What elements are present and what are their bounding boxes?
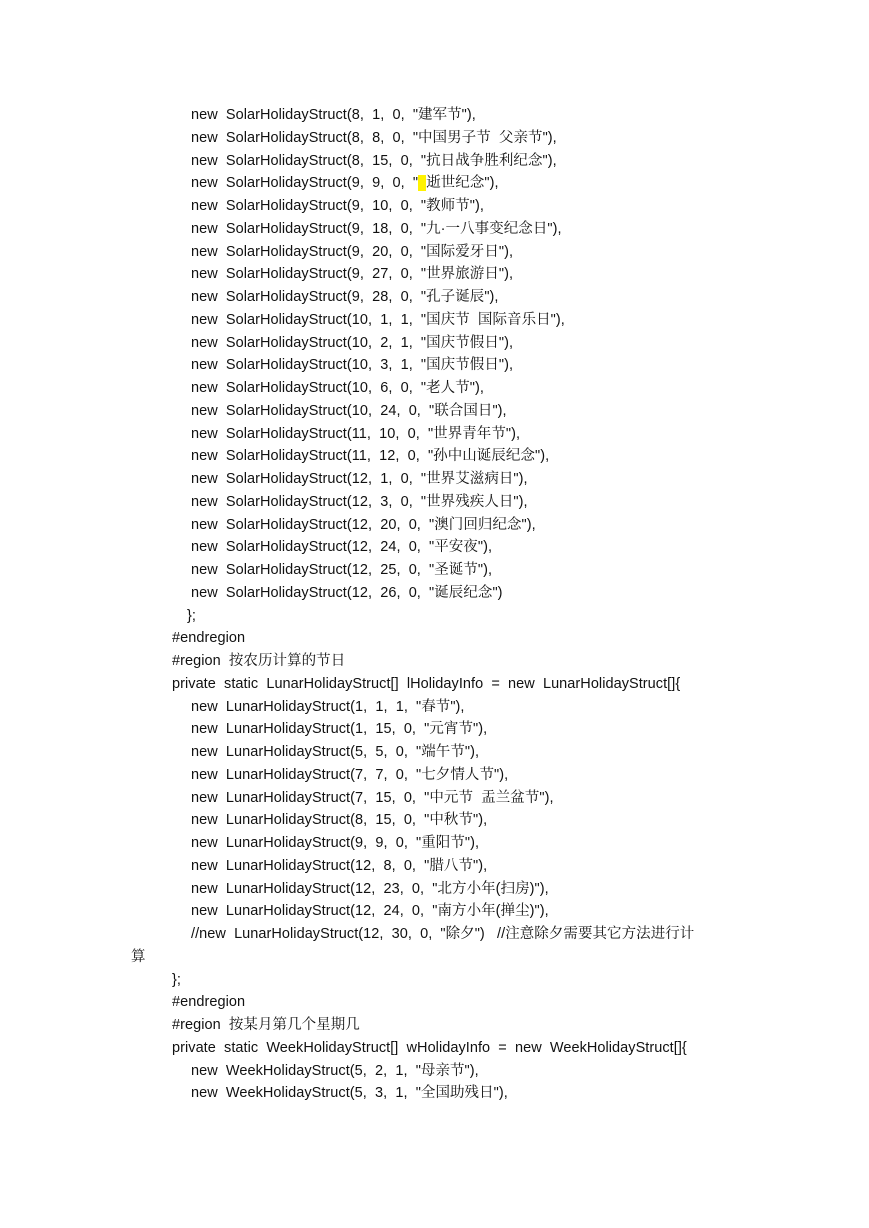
code-line xyxy=(191,334,513,352)
code-line xyxy=(172,675,680,693)
code-text: new LunarHolidayStruct(1, 1, 1, "春节"), xyxy=(191,699,465,715)
code-line xyxy=(172,971,181,989)
code-line xyxy=(191,402,507,420)
highlighted-text xyxy=(418,175,426,191)
code-text: new SolarHolidayStruct(12, 25, 0, "圣诞节"), xyxy=(191,562,493,578)
code-line xyxy=(191,220,562,238)
code-line xyxy=(191,379,484,397)
code-text: 算 xyxy=(131,949,146,965)
code-text: new SolarHolidayStruct(11, 12, 0, "孙中山诞辰纪念"), xyxy=(191,448,550,464)
code-line xyxy=(191,516,536,534)
code-line xyxy=(191,288,498,306)
code-text: #endregion xyxy=(172,994,246,1010)
code-line xyxy=(191,698,465,716)
code-line xyxy=(191,834,479,852)
code-text: new WeekHolidayStruct(5, 2, 1, "母亲节"), xyxy=(191,1063,479,1079)
code-line xyxy=(191,470,528,488)
code-text: new SolarHolidayStruct(8, 15, 0, "抗日战争胜利纪念"), xyxy=(191,153,557,169)
code-line xyxy=(191,880,549,898)
code-line xyxy=(191,311,565,329)
code-line xyxy=(191,538,492,556)
code-text: new SolarHolidayStruct(12, 20, 0, "澳门回归纪念"), xyxy=(191,517,536,533)
code-text: new LunarHolidayStruct(12, 23, 0, "北方小年(扫房)"), xyxy=(191,881,549,897)
code-text: #endregion xyxy=(172,630,246,646)
code-text: new SolarHolidayStruct(10, 2, 1, "国庆节假日"), xyxy=(191,335,514,351)
code-text: new SolarHolidayStruct(9, 9, 0, " xyxy=(191,175,419,191)
code-line xyxy=(191,265,513,283)
code-text: private static LunarHolidayStruct[] lHolidayInfo = new LunarHolidayStruct[]{ xyxy=(172,676,681,692)
code-text: #region 按某月第几个星期几 xyxy=(172,1017,360,1033)
code-line xyxy=(191,789,554,807)
code-line xyxy=(191,720,487,738)
code-text: new SolarHolidayStruct(8, 8, 0, "中国男子节 父亲节"), xyxy=(191,130,557,146)
code-text: new SolarHolidayStruct(12, 3, 0, "世界残疾人日"), xyxy=(191,494,528,510)
code-line xyxy=(131,948,146,966)
code-line xyxy=(172,1039,687,1057)
code-text: //new LunarHolidayStruct(12, 30, 0, "除夕") //注意除夕需要其它方法进行计 xyxy=(191,926,695,942)
code-line xyxy=(191,857,487,875)
code-line xyxy=(191,129,557,147)
code-text: new SolarHolidayStruct(11, 10, 0, "世界青年节"), xyxy=(191,426,521,442)
code-line xyxy=(191,1062,479,1080)
code-line xyxy=(191,766,508,784)
code-line xyxy=(191,811,487,829)
code-text: new SolarHolidayStruct(9, 10, 0, "教师节"), xyxy=(191,198,484,214)
code-text: new SolarHolidayStruct(9, 18, 0, "九·一八事变纪念日"), xyxy=(191,221,562,237)
code-line xyxy=(191,197,484,215)
code-text: new SolarHolidayStruct(12, 1, 0, "世界艾滋病日"), xyxy=(191,471,528,487)
code-text: new WeekHolidayStruct(5, 3, 1, "全国助残日"), xyxy=(191,1085,508,1101)
code-text: new LunarHolidayStruct(12, 8, 0, "腊八节"), xyxy=(191,858,488,874)
code-line xyxy=(172,629,245,647)
code-line xyxy=(172,993,245,1011)
code-line xyxy=(191,356,513,374)
code-text: new SolarHolidayStruct(9, 20, 0, "国际爱牙日"), xyxy=(191,244,514,260)
code-line xyxy=(191,425,520,443)
code-text: new SolarHolidayStruct(8, 1, 0, "建军节"), xyxy=(191,107,476,123)
code-text: private static WeekHolidayStruct[] wHolidayInfo = new WeekHolidayStruct[]{ xyxy=(172,1040,687,1056)
code-line xyxy=(191,106,476,124)
code-text: new LunarHolidayStruct(1, 15, 0, "元宵节"), xyxy=(191,721,488,737)
code-line xyxy=(191,584,503,602)
code-line xyxy=(191,152,557,170)
code-text: new LunarHolidayStruct(7, 15, 0, "中元节 盂兰盆节"), xyxy=(191,790,554,806)
code-line xyxy=(191,743,479,761)
code-text: new SolarHolidayStruct(10, 3, 1, "国庆节假日"), xyxy=(191,357,514,373)
code-line xyxy=(191,493,528,511)
code-text: new SolarHolidayStruct(10, 6, 0, "老人节"), xyxy=(191,380,484,396)
code-line xyxy=(191,925,694,943)
code-line xyxy=(191,174,499,192)
code-text: new LunarHolidayStruct(12, 24, 0, "南方小年(掸尘)"), xyxy=(191,903,549,919)
code-line xyxy=(191,1084,508,1102)
code-line xyxy=(191,447,549,465)
code-text-after: 逝世纪念"), xyxy=(426,175,499,191)
code-text: new SolarHolidayStruct(10, 1, 1, "国庆节 国际音乐日"), xyxy=(191,312,565,328)
code-text: new SolarHolidayStruct(9, 27, 0, "世界旅游日"), xyxy=(191,266,514,282)
code-text: new LunarHolidayStruct(5, 5, 0, "端午节"), xyxy=(191,744,480,760)
code-text: new LunarHolidayStruct(9, 9, 0, "重阳节"), xyxy=(191,835,480,851)
code-text: new SolarHolidayStruct(12, 26, 0, "诞辰纪念") xyxy=(191,585,503,601)
code-line xyxy=(191,561,492,579)
code-line xyxy=(191,243,513,261)
code-text: new SolarHolidayStruct(12, 24, 0, "平安夜"), xyxy=(191,539,493,555)
code-text: }; xyxy=(172,972,181,988)
code-text: #region 按农历计算的节日 xyxy=(172,653,346,669)
code-line xyxy=(191,902,549,920)
code-text: new LunarHolidayStruct(8, 15, 0, "中秋节"), xyxy=(191,812,488,828)
code-text: }; xyxy=(187,608,196,624)
code-line xyxy=(187,607,196,625)
code-text: new SolarHolidayStruct(9, 28, 0, "孔子诞辰"), xyxy=(191,289,499,305)
code-line xyxy=(172,1016,360,1034)
code-text: new LunarHolidayStruct(7, 7, 0, "七夕情人节"), xyxy=(191,767,509,783)
code-text: new SolarHolidayStruct(10, 24, 0, "联合国日"), xyxy=(191,403,507,419)
code-line xyxy=(172,652,345,670)
